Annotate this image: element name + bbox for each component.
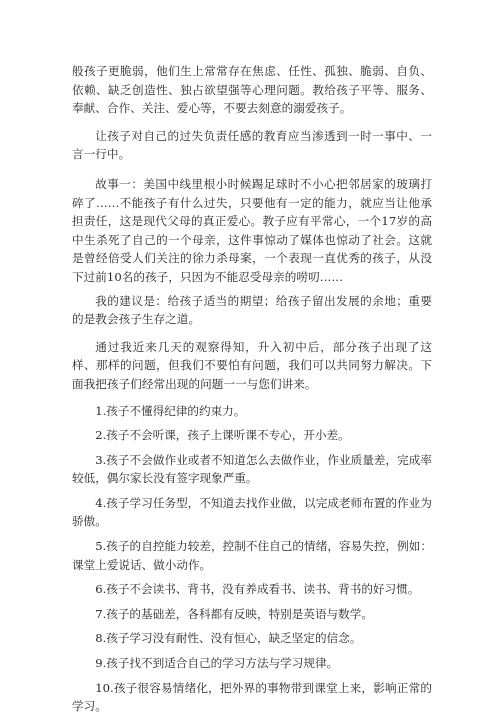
document-page: [72, 62, 432, 716]
list-item: 10.孩子很容易情绪化，把外界的事物带到课堂上来，影响正常的学习。: [72, 680, 432, 714]
paragraph-suggestion: 我的建议是：给孩子适当的期望；给孩子留出发展的余地；重要的是教会孩子生存之道。: [72, 293, 432, 327]
paragraph-intro-continuation: 般孩子更脆弱，他们生上常常存在焦虑、任性、孤独、脆弱、自负、依赖、缺乏创造性、独占欲望强等心理问题。教给孩子平等、服务、奉献、合作、关注、爱心等，不要去刻意的溺爱孩子。: [72, 64, 432, 116]
list-item: 2.孩子不会听课，孩子上课听课不专心，开小差。: [95, 428, 350, 443]
list-item: 9.孩子找不到适合自己的学习方法与学习规律。: [95, 656, 339, 671]
list-item: 3.孩子不会做作业或者不知道怎么去做作业，作业质量差，完成率较低，偶尔家长没有签字现象严重。: [72, 452, 432, 486]
list-item: 6.孩子不会读书、背书，没有养成看书、读书、背书的好习惯。: [95, 582, 420, 597]
list-item: 1.孩子不懂得纪律的约束力。: [95, 403, 246, 418]
paragraph-responsibility: 让孩子对自己的过失负责任感的教育应当渗透到一时一事中、一言一行中。: [72, 128, 432, 162]
list-item: 7.孩子的基础差，各科都有反映，特别是英语与数学。: [95, 606, 373, 621]
list-item: 4.孩子学习任务型，不知道去找作业做，以完成老师布置的作业为骄傲。: [72, 495, 432, 529]
paragraph-story: 故事一：美国中线里根小时候踢足球时不小心把邻居家的玻璃打碎了……不能孩子有什么过失，只要他有一定的能力，就应当让他承担责任，这是现代父母的真正爱心。教子应有平常心，一个17岁的高中生杀死了自己的一个母亲，这件事惊动了媒体也惊动了社会。这就是曾经倍受人们关注的徐力杀母案，一个表现一直优秀的孩子，从没下过前10名的孩子，只因为不能忍受母亲的唠叨……: [72, 176, 432, 284]
list-item: 5.孩子的自控能力较差，控制不住自己的情绪，容易失控，例如：课堂上爱说话、做小动作。: [72, 539, 432, 572]
paragraph-observation: 通过我近来几天的观察得知，升入初中后，部分孩子出现了这样、那样的问题，但我们不要怕有问题，我们可以共同努力解决。下面我把孩子们经常出现的问题一一与您们讲来。: [72, 339, 432, 391]
list-item: 8.孩子学习没有耐性、没有恒心，缺乏坚定的信念。: [95, 631, 362, 646]
issues-list: [72, 402, 432, 716]
